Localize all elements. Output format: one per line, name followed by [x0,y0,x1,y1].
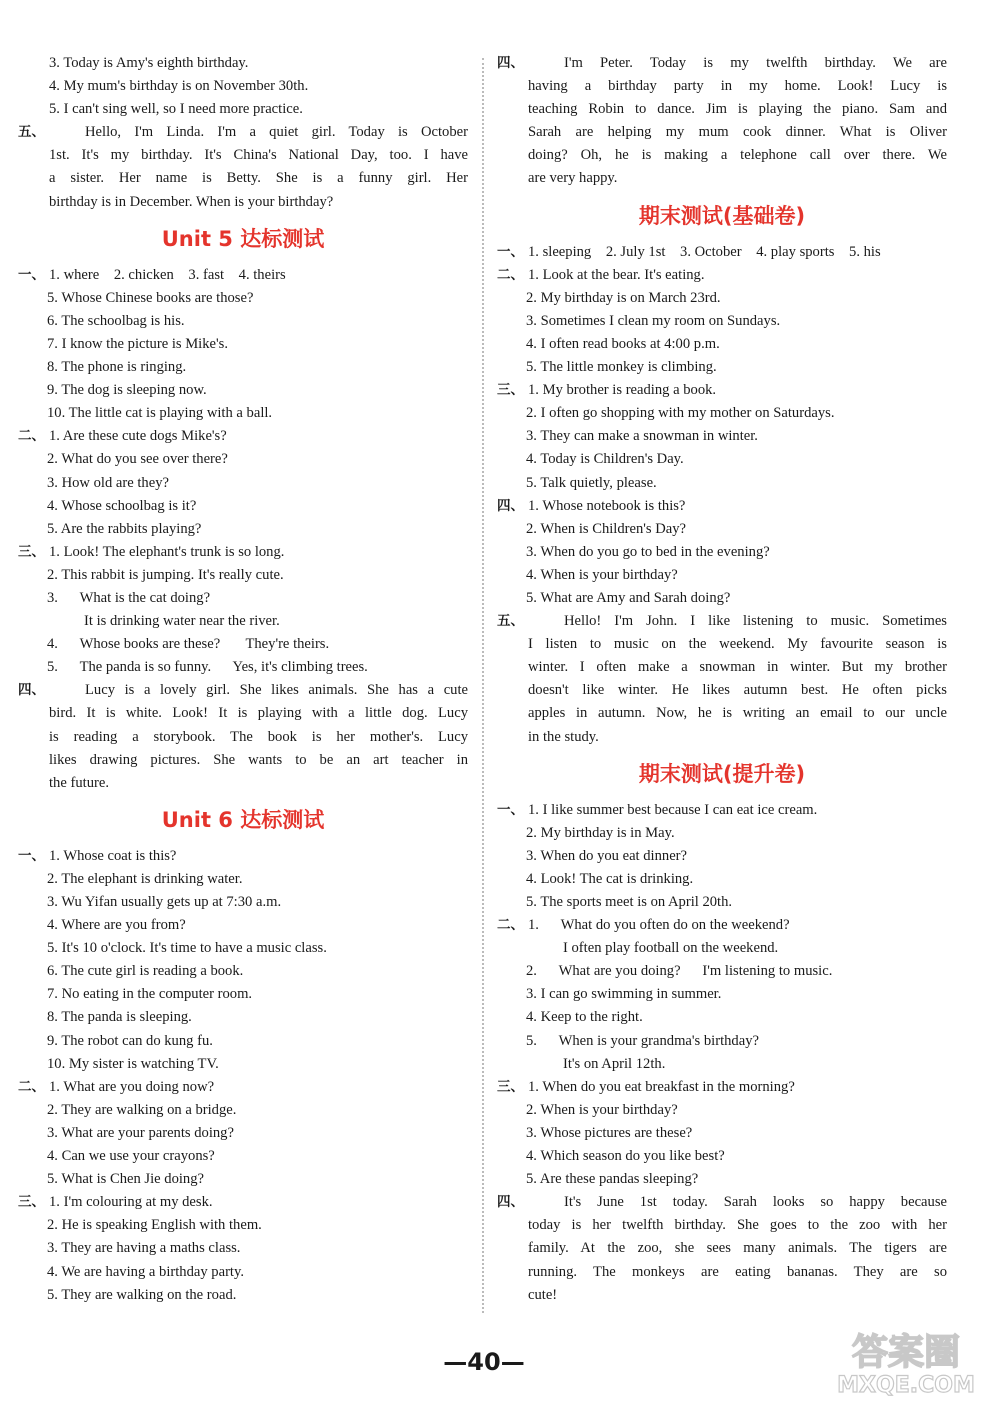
answer-text: 1. where 2. chicken 3. fast 4. theirs [49,266,286,283]
answer-line [18,264,468,287]
answer-line [18,1168,468,1191]
answer-text: 4. My mum's birthday is on November 30th. [49,78,309,95]
answer-line [18,1284,468,1307]
answer-text: 5. The panda is so funny. Yes, it's climbing trees. [47,659,368,676]
answer-line [18,1030,468,1053]
answer-line [18,1261,468,1284]
answer-line [18,541,468,564]
answer-text: doing? Oh, he is making a telephone call over there. We [528,147,947,164]
answer-line [18,518,468,541]
answer-text: 1. sleeping 2. July 1st 3. October 4. play sports 5. his [528,243,881,260]
answer-text: 5. The little monkey is climbing. [526,359,717,376]
answer-text: 1. Look at the bear. It's eating. [528,266,705,283]
answer-line [18,52,468,75]
answer-line [18,914,468,937]
answer-line [18,1076,468,1099]
answer-text: 4. Whose books are these? They're theirs. [47,636,330,653]
answer-line [18,772,468,795]
answer-line [497,1261,947,1284]
answer-line [497,541,947,564]
answer-line [18,310,468,333]
answer-text: Hello, I'm Linda. I'm a quiet girl. Today is October [85,124,468,141]
answer-line [497,518,947,541]
answer-text: today is her twelfth birthday. She goes to the zoo with her [528,1217,947,1234]
answer-text: 10. The little cat is playing with a ball. [47,405,273,422]
answer-line [497,1122,947,1145]
answer-text: I'm Peter. Today is my twelfth birthday. We are [564,55,947,71]
answer-line [497,1145,947,1168]
answer-text: having a birthday party in my home. Look! Lucy is [528,78,947,95]
answer-line [18,587,468,610]
section-marker: 一、 [497,243,524,260]
answer-text: 3. I can go swimming in summer. [526,986,722,1003]
section-marker: 四、 [18,682,45,699]
section-marker: 三、 [18,1194,45,1211]
answer-text: 6. The schoolbag is his. [47,312,185,329]
answer-text: 5. They are walking on the road. [47,1286,237,1303]
answer-line [497,1006,947,1029]
answer-line [18,726,468,749]
answer-text: 2. He is speaking English with them. [47,1217,262,1234]
answer-line [497,402,947,425]
answer-line [18,333,468,356]
answer-text: 8. The panda is sleeping. [47,1009,192,1026]
watermark-sub: MXQE.COM [837,1373,975,1398]
answer-text: 2. When is your birthday? [526,1101,678,1118]
answer-line [18,679,468,702]
answer-text: 1. Look! The elephant's trunk is so long. [49,543,285,560]
answer-line [497,356,947,379]
answer-line [497,448,947,471]
answer-text: running. The monkeys are eating bananas. They are so [528,1263,947,1280]
page-number: —40— [443,1348,525,1376]
section-marker: 五、 [497,613,524,630]
watermark-main: 答案圈 [851,1332,961,1373]
section-marker: 一、 [497,801,524,818]
answer-line [497,914,947,937]
answer-text: 1st. It's my birthday. It's China's National Day, too. I have [49,147,468,164]
answer-text: It's on April 12th. [563,1055,666,1072]
answer-text: Sarah are helping my mum cook dinner. What is Oliver [528,124,947,141]
answer-line [18,1145,468,1168]
answer-text: 5. Talk quietly, please. [526,474,657,491]
answer-text: Hello! I'm John. I like listening to music. Sometimes [564,613,947,630]
answer-text: 5. When is your grandma's birthday? [526,1032,759,1049]
answer-line [18,633,468,656]
answer-text: 3. When do you eat dinner? [526,847,688,864]
answer-line [18,702,468,725]
answer-line [497,241,947,264]
answer-text: 4. Whose schoolbag is it? [47,497,197,514]
answer-line [497,1099,947,1122]
answer-line [497,425,947,448]
answer-text: the future. [49,774,109,791]
answer-text: 2. I often go shopping with my mother on Saturdays. [526,405,835,422]
answer-line [497,868,947,891]
answer-text: 7. I know the picture is Mike's. [47,335,228,352]
section-marker: 三、 [497,1078,524,1095]
answer-text: 8. The phone is ringing. [47,359,187,376]
answer-text: 4. When is your birthday? [526,566,678,583]
answer-line [18,402,468,425]
answer-text: It's June 1st today. Sarah looks so happy because [564,1194,947,1211]
answer-text: 1. Whose coat is this? [49,847,177,864]
answer-line [18,868,468,891]
answer-text: 3. Wu Yifan usually gets up at 7:30 a.m. [47,894,282,910]
answer-line [497,75,947,98]
answer-line [18,1191,468,1214]
answer-text: 6. The cute girl is reading a book. [47,963,244,980]
answer-line [497,983,947,1006]
answer-text: 4. I often read books at 4:00 p.m. [526,335,720,352]
answer-text: 5. I can't sing well, so I need more practice. [49,101,303,118]
answer-text: 5. What are Amy and Sarah doing? [526,589,731,606]
answer-line [18,472,468,495]
answer-text: I often play football on the weekend. [563,940,779,957]
answer-text: 3. How old are they? [47,474,169,491]
answer-text: 5. Whose Chinese books are those? [47,289,254,306]
answer-line [18,356,468,379]
answer-text: winter. I often make a snowman in winter. But my brother [528,659,947,676]
answer-text: 1. Whose notebook is this? [528,497,686,514]
answer-line [18,610,468,633]
answer-text: 3. Today is Amy's eighth birthday. [49,55,249,71]
answer-text: 1. I like summer best because I can eat ice cream. [528,801,818,818]
answer-line [18,144,468,167]
section-title: Unit 6 达标测试 [161,807,325,832]
section-marker: 三、 [18,543,45,560]
answer-text: Lucy is a lovely girl. She likes animals. She has a cute [85,682,468,699]
answer-line [497,702,947,725]
answer-line [18,379,468,402]
section-title: 期末测试(基础卷) [638,203,806,228]
answer-line [497,1191,947,1214]
answer-text: 2. When is Children's Day? [526,520,687,537]
answer-text: apples in autumn. Now, he is writing an email to our uncle [528,705,947,722]
answer-line [497,845,947,868]
answer-line [18,287,468,310]
answer-text: 3. Sometimes I clean my room on Sundays. [526,312,781,329]
answer-line [18,98,468,121]
section-marker: 二、 [497,917,524,934]
answer-text: in the study. [528,728,599,745]
right-column [497,52,947,1307]
answer-text: 3. When do you go to bed in the evening? [526,543,770,560]
answer-line [497,1214,947,1237]
answer-line [18,891,468,914]
answer-text: birthday is in December. When is your birthday? [49,193,334,210]
section-title: Unit 5 达标测试 [161,226,325,251]
answer-text: 3. Whose pictures are these? [526,1124,693,1141]
answer-line [497,310,947,333]
answer-text: 5. Are these pandas sleeping? [526,1171,699,1188]
answer-line [497,379,947,402]
answer-text: 4. Where are you from? [47,917,186,934]
answer-line [497,287,947,310]
answer-text: 2. My birthday is on March 23rd. [526,289,721,306]
answer-text: 5. The sports meet is on April 20th. [526,894,733,910]
answer-line [497,1076,947,1099]
answer-text: 4. We are having a birthday party. [47,1263,244,1280]
answer-text: 4. Can we use your crayons? [47,1148,215,1165]
answer-line [18,191,468,214]
answer-text: 2. The elephant is drinking water. [47,870,243,887]
section-marker: 一、 [18,847,45,864]
answer-text: 9. The dog is sleeping now. [47,382,207,399]
answer-line [18,448,468,471]
answer-line [497,679,947,702]
answer-line [497,1168,947,1191]
answer-text: 4. Keep to the right. [526,1009,643,1026]
answer-line [18,656,468,679]
answer-text: bird. It is white. Look! It is playing with a little dog. Lucy [49,705,468,722]
answer-line [497,1237,947,1260]
answer-line [18,167,468,190]
answer-text: likes drawing pictures. She wants to be an art teacher in [49,751,468,768]
section-marker: 一、 [18,266,45,283]
answer-text: It is drinking water near the river. [84,613,280,630]
watermark-logo [818,1322,990,1400]
answer-line [18,1122,468,1145]
answer-text: is reading a storybook. The book is her mother's. Lucy [49,728,468,745]
answer-text: 2. They are walking on a bridge. [47,1101,237,1118]
answer-line [497,799,947,822]
answer-text: I listen to music on the weekend. My favourite season is [528,636,947,653]
answer-text: 7. No eating in the computer room. [47,986,253,1003]
answer-text: 10. My sister is watching TV. [47,1055,219,1072]
answer-line [497,1284,947,1307]
section-title: 期末测试(提升卷) [638,761,806,786]
answer-text: are very happy. [528,170,618,187]
answer-line [497,472,947,495]
answer-line [497,587,947,610]
answer-line [497,167,947,190]
answer-line [18,1237,468,1260]
answer-line [18,75,468,98]
answer-text: doesn't like winter. He likes autumn best. He often picks [528,682,947,699]
answer-line [497,891,947,914]
answer-text: 4. Today is Children's Day. [526,451,684,468]
answer-text: 5. Are the rabbits playing? [47,520,202,537]
answer-text: 1. What are you doing now? [49,1078,215,1095]
answer-line [497,52,947,75]
column-divider [482,58,484,1313]
answer-line [18,1099,468,1122]
answer-text: 3. What are your parents doing? [47,1124,234,1141]
section-marker: 二、 [18,1078,45,1095]
answer-text: 1. Are these cute dogs Mike's? [49,428,227,445]
answer-line [497,1030,947,1053]
section-marker: 五、 [18,124,45,141]
section-marker: 四、 [497,1194,524,1211]
answer-text: 2. My birthday is in May. [526,824,675,841]
answer-line [18,564,468,587]
answer-line [497,144,947,167]
answer-line [18,425,468,448]
answer-line [18,121,468,144]
answer-line [497,1053,947,1076]
section-marker: 四、 [497,55,524,71]
section-marker: 二、 [18,428,45,445]
answer-line [18,845,468,868]
answer-line [497,656,947,679]
answer-text: 3. What is the cat doing? [47,589,211,606]
answer-line [497,121,947,144]
answer-text: 2. What are you doing? I'm listening to music. [526,963,833,980]
answer-line [18,960,468,983]
answer-line [497,937,947,960]
answer-line [497,633,947,656]
answer-text: 9. The robot can do kung fu. [47,1032,213,1049]
answer-text: 3. They are having a maths class. [47,1240,241,1257]
answer-line [18,983,468,1006]
answer-line [497,564,947,587]
section-marker: 二、 [497,266,524,283]
answer-text: 2. This rabbit is jumping. It's really cute. [47,566,284,583]
answer-line [497,960,947,983]
answer-text: family. At the zoo, she sees many animals. The tigers are [528,1240,947,1257]
answer-line [497,333,947,356]
answer-line [18,495,468,518]
answer-text: 1. What do you often do on the weekend? [528,917,790,934]
answer-text: 4. Which season do you like best? [526,1148,725,1165]
answer-line [497,726,947,749]
left-column [18,52,468,1307]
answer-text: 4. Look! The cat is drinking. [526,870,694,887]
answer-line [497,610,947,633]
section-marker: 三、 [497,382,524,399]
answer-line [18,937,468,960]
answer-line [18,1214,468,1237]
answer-text: a sister. Her name is Betty. She is a funny girl. Her [49,170,468,187]
answer-line [497,495,947,518]
answer-text: 1. My brother is reading a book. [528,382,717,399]
answer-line [497,264,947,287]
answer-line [18,749,468,772]
answer-text: 3. They can make a snowman in winter. [526,428,758,445]
answer-text: 1. I'm colouring at my desk. [49,1194,213,1211]
section-marker: 四、 [497,497,524,514]
answer-text: 5. It's 10 o'clock. It's time to have a music class. [47,940,327,957]
answer-text: 1. When do you eat breakfast in the morning? [528,1078,795,1095]
answer-text: cute! [528,1286,558,1303]
answer-line [497,98,947,121]
answer-line [18,1006,468,1029]
answer-text: 5. What is Chen Jie doing? [47,1171,204,1188]
answer-line [18,1053,468,1076]
answer-line [497,822,947,845]
answer-text: 2. What do you see over there? [47,451,228,468]
answer-text: teaching Robin to dance. Jim is playing the piano. Sam and [528,101,947,118]
